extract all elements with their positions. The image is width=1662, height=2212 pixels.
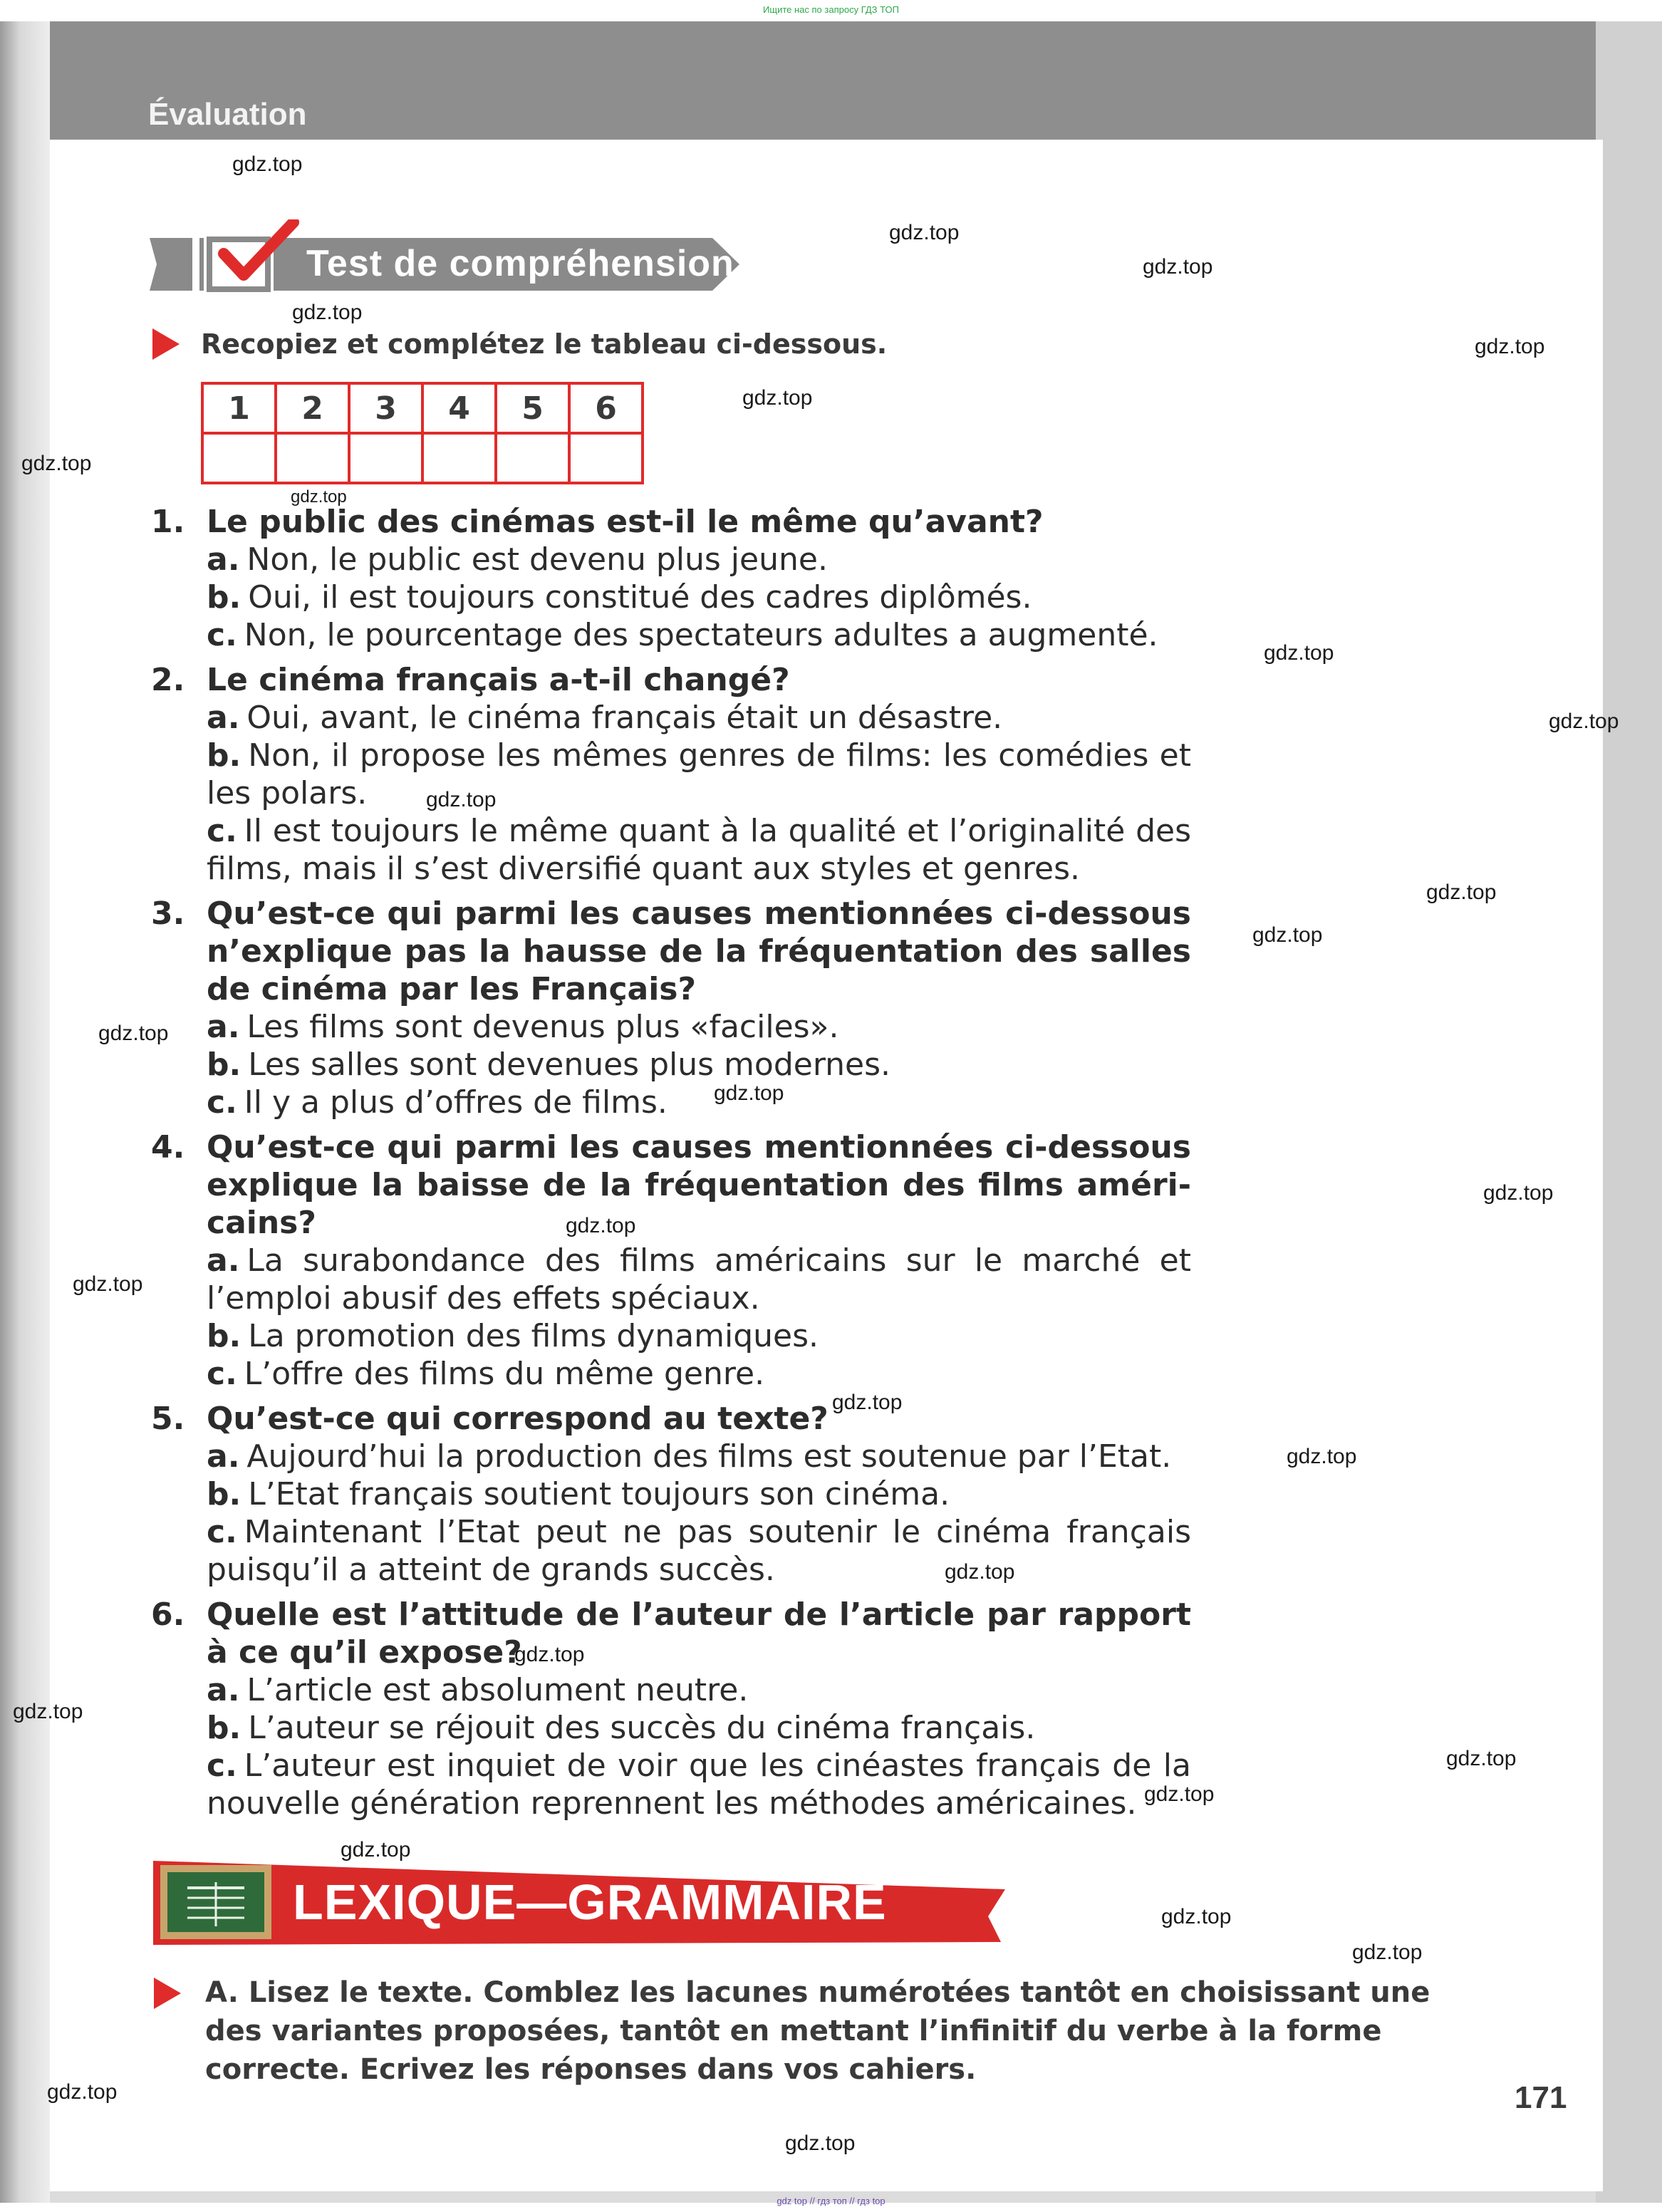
checkmark-icon: [214, 219, 313, 284]
option-text: Maintenant l’Etat peut ne pas soutenir le cinéma français puisqu’il a atteint de grands succès.: [207, 1514, 1191, 1588]
option-text: Il est toujours le même quant à la qualité et l’originalité des films, mais il s’est diversifié quant aux styles et genres.: [207, 813, 1191, 887]
answer-cell: [496, 433, 569, 483]
option-letter: b.: [207, 1476, 241, 1512]
book-spine: [0, 21, 50, 2203]
table-header-cell: 6: [569, 383, 643, 433]
watermark: gdz.top: [232, 152, 303, 176]
option-text: L’offre des films du même genre.: [244, 1356, 765, 1392]
option-text: La surabondance des films américains sur le marché et l’emploi abusif des effets spéciaux.: [207, 1242, 1191, 1317]
option: [207, 541, 1191, 578]
option-letter: b.: [207, 737, 241, 774]
watermark: gdz.top: [1161, 1905, 1232, 1928]
option-letter: a.: [207, 541, 240, 578]
top-note: Ищите нас по запросу ГДЗ ТОП: [763, 4, 899, 15]
watermark: gdz.top: [98, 1022, 169, 1045]
question-number: 5.: [151, 1401, 185, 1437]
page-number: 171: [1515, 2080, 1567, 2115]
option-text: L’auteur est inquiet de voir que les cinéastes français de la nouvelle génération reprennent les méthodes américaines.: [207, 1748, 1191, 1822]
question-number: 2.: [151, 662, 185, 698]
question-1: [151, 503, 1191, 654]
option-text: Les films sont devenus plus «faciles».: [246, 1009, 839, 1045]
option-letter: b.: [207, 579, 241, 616]
answer-table: [201, 382, 644, 484]
question-text: Qu’est-ce qui parmi les causes mentionnées ci-dessous explique la baisse de la fréquentation des films améri-cains?: [207, 1129, 1191, 1241]
table-header-cell: 3: [349, 383, 422, 433]
answer-cell: [202, 433, 276, 483]
chalkboard-icon: [160, 1865, 271, 1939]
option-text: Oui, avant, le cinéma français était un désastre.: [246, 700, 1003, 736]
answer-table-header-row: [202, 383, 643, 433]
option-letter: a.: [207, 1672, 240, 1708]
option-letter: c.: [207, 1084, 237, 1121]
watermark: gdz.top: [341, 1838, 411, 1861]
watermark: gdz.top: [1426, 881, 1497, 904]
option: [207, 699, 1191, 737]
option-letter: c.: [207, 617, 237, 653]
option: [207, 1747, 1191, 1822]
answer-cell: [349, 433, 422, 483]
watermark: gdz.top: [785, 2131, 856, 2155]
question-4: [151, 1128, 1191, 1393]
questions-list: [151, 503, 1191, 1829]
watermark: gdz.top: [1287, 1445, 1357, 1468]
option-letter: b.: [207, 1047, 241, 1083]
answer-table-empty-row: [202, 433, 643, 483]
watermark: gdz.top: [1264, 641, 1334, 665]
option: [207, 1008, 1191, 1046]
watermark: gdz.top: [566, 1214, 636, 1237]
comprehension-title: Test de compréhension: [306, 243, 734, 284]
watermark: gdz.top: [889, 221, 960, 244]
watermark: gdz.top: [13, 1700, 83, 1723]
answer-cell: [569, 433, 643, 483]
watermark: gdz.top: [1475, 335, 1545, 358]
watermark: gdz.top: [945, 1560, 1015, 1584]
option: [207, 1475, 1191, 1513]
watermark: gdz.top: [1483, 1181, 1554, 1205]
question-text: Le cinéma français a-t-il changé?: [207, 662, 790, 698]
watermark: gdz.top: [1549, 710, 1619, 733]
watermark: gdz.top: [1143, 255, 1213, 279]
table-header-cell: 4: [422, 383, 496, 433]
watermark: gdz.top: [73, 1272, 143, 1296]
watermark: gdz.top: [292, 301, 363, 324]
option-letter: a.: [207, 700, 240, 736]
question-6: [151, 1596, 1191, 1822]
question-number: 4.: [151, 1129, 185, 1165]
option-text: Oui, il est toujours constitué des cadres diplômés.: [248, 579, 1032, 616]
section-title: Évaluation: [148, 97, 307, 132]
watermark: gdz.top: [832, 1391, 903, 1414]
option-letter: a.: [207, 1438, 240, 1475]
option-text: Non, le pourcentage des spectateurs adultes a augmenté.: [244, 617, 1158, 653]
question-text: Qu’est-ce qui correspond au texte?: [207, 1401, 829, 1437]
option: [207, 1317, 1191, 1355]
option-letter: c.: [207, 1356, 237, 1392]
option-text: L’Etat français soutient toujours son cinéma.: [248, 1476, 950, 1512]
comprehension-banner: [150, 234, 741, 295]
question-number: 6.: [151, 1596, 185, 1633]
watermark: gdz.top: [426, 788, 497, 811]
question-text: Le public des cinémas est-il le même qu’avant?: [207, 504, 1044, 540]
question-text: Qu’est-ce qui parmi les causes mentionnées ci-dessous n’explique pas la hausse de la fréquentation des salles de cinéma par les Français?: [207, 895, 1191, 1007]
watermark: gdz.top: [1352, 1941, 1423, 1964]
option: [207, 1046, 1191, 1084]
option: [207, 1671, 1191, 1709]
watermark: gdz.top: [47, 2080, 118, 2104]
option-letter: b.: [207, 1318, 241, 1354]
lexique-banner: [153, 1854, 1008, 1951]
instruction-arrow-icon: [152, 328, 180, 360]
option: [207, 812, 1191, 888]
option-text: L’article est absolument neutre.: [246, 1672, 749, 1708]
watermark: gdz.top: [742, 386, 813, 410]
lexique-instruction: A. Lisez le texte. Comblez les lacunes numérotées tantôt en choisissant une des variantes proposées, tantôt en mettant l’infinitif du verbe à la forme correcte. Ecrivez les réponses dans vos cahiers.: [205, 1976, 1430, 2086]
watermark: gdz.top: [21, 452, 92, 475]
question-5: [151, 1400, 1191, 1589]
question-text: Quelle est l’attitude de l’auteur de l’article par rapport à ce qu’il expose?: [207, 1596, 1191, 1671]
answer-cell: [422, 433, 496, 483]
option: [207, 1513, 1191, 1589]
option-letter: c.: [207, 1748, 237, 1784]
option-text: L’auteur se réjouit des succès du cinéma français.: [248, 1710, 1036, 1746]
scan-right-edge: [1596, 21, 1662, 2203]
watermark: gdz.top: [514, 1643, 585, 1666]
comprehension-instruction: Recopiez et complétez le tableau ci-dessous.: [201, 328, 888, 360]
option-text: Les salles sont devenues plus modernes.: [248, 1047, 891, 1083]
lexique-arrow-icon: [154, 1978, 181, 2009]
option-letter: a.: [207, 1009, 240, 1045]
option: [207, 1709, 1191, 1747]
table-header-cell: 2: [276, 383, 349, 433]
watermark: gdz.top: [1252, 923, 1323, 947]
answer-cell: [276, 433, 349, 483]
option-letter: c.: [207, 1514, 237, 1550]
option: [207, 1355, 1191, 1393]
option-text: Non, le public est devenu plus jeune.: [246, 541, 828, 578]
option-letter: c.: [207, 813, 237, 849]
table-header-cell: 5: [496, 383, 569, 433]
option: [207, 578, 1191, 616]
option: [207, 1438, 1191, 1475]
option: [207, 1242, 1191, 1317]
watermark: gdz.top: [1144, 1782, 1215, 1806]
watermark: gdz.top: [291, 487, 347, 507]
question-2: [151, 661, 1191, 888]
option: [207, 616, 1191, 654]
lexique-title: LEXIQUE—GRAMMAIRE: [293, 1874, 887, 1930]
question-3: [151, 895, 1191, 1121]
watermark: gdz.top: [1446, 1747, 1517, 1770]
option-text: Il y a plus d’offres de films.: [244, 1084, 668, 1121]
question-number: 1.: [151, 504, 185, 540]
option-text: La promotion des films dynamiques.: [248, 1318, 819, 1354]
bottom-note: gdz top // гдз топ // гдз top: [777, 2196, 885, 2206]
question-number: 3.: [151, 895, 185, 932]
option: [207, 737, 1191, 812]
table-header-cell: 1: [202, 383, 276, 433]
watermark: gdz.top: [714, 1081, 784, 1105]
option-letter: a.: [207, 1242, 240, 1279]
option-text: Non, il propose les mêmes genres de films: les comédies et les polars.: [207, 737, 1191, 811]
option: [207, 1084, 1191, 1121]
option-text: Aujourd’hui la production des films est soutenue par l’Etat.: [246, 1438, 1172, 1475]
option-letter: b.: [207, 1710, 241, 1746]
